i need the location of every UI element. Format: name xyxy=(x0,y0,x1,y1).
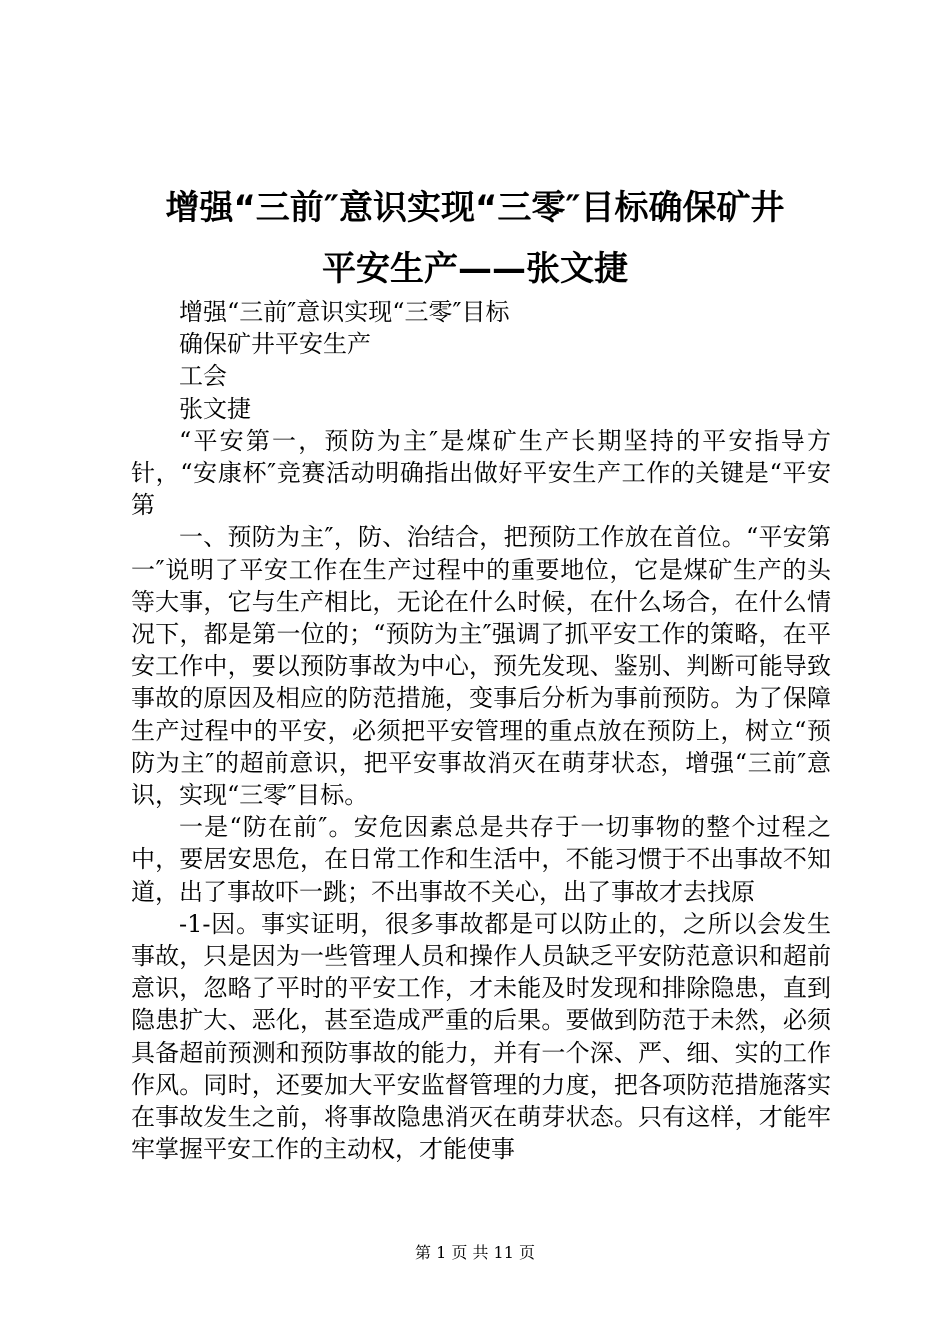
subtitle-paragraph: 确保矿井平安生产 xyxy=(179,330,371,359)
department-paragraph: 工会 xyxy=(179,362,227,391)
author-paragraph: 张文捷 xyxy=(179,394,251,423)
document-title-line-1: 增强“三前″意识实现“三零″目标确保矿井 xyxy=(165,188,785,228)
body-paragraph: “平安第一，预防为主″是煤矿生产长期坚持的平安指导方针，“安康杯″竞赛活动明确指出做好平安生产工作的关键是“平安第 xyxy=(131,426,831,520)
page-footer: 第 1 页 共 11 页 xyxy=(415,1243,535,1262)
body-paragraph: 一、预防为主″，防、治结合，把预防工作放在首位。“平安第一″说明了平安工作在生产过程中的重要地位，它是煤矿生产的头等大事，它与生产相比，无论在什么时候，在什么场合，在什么情况下，都是第一位的；“预防为主″强调了抓平安工作的策略，在平安工作中，要以预防事故为中心，预先发现、鉴别、判断可能导致事故的原因及相应的防范措施，变事后分析为事前预防。为了保障生产过程中的平安，必须把平安管理的重点放在预防上，树立“预防为主″的超前意识，把平安事故消灭在萌芽状态，增强“三前″意识，实现“三零″目标。 xyxy=(131,523,831,810)
document-title-line-2: 平安生产——张文捷 xyxy=(322,249,628,289)
subtitle-paragraph: 增强“三前″意识实现“三零″目标 xyxy=(179,298,510,326)
body-paragraph: 一是“防在前″。安危因素总是共存于一切事物的整个过程之中，要居安思危，在日常工作和生活中，不能习惯于不出事故不知道，出了事故吓一跳；不出事故不关心，出了事故才去找原 xyxy=(131,813,831,906)
document-body xyxy=(131,296,831,1165)
body-paragraph: -1-因。事实证明，很多事故都是可以防止的，之所以会发生事故，只是因为一些管理人员和操作人员缺乏平安防范意识和超前意识，忽略了平时的平安工作，才未能及时发现和排除隐患，直到隐患扩大、恶化，甚至造成严重的后果。要做到防范于未然，必须具备超前预测和预防事故的能力，并有一个深、严、细、实的工作作风。同时，还要加大平安监督管理的力度，把各项防范措施落实在事故发生之前，将事故隐患消灭在萌芽状态。只有这样，才能牢牢掌握平安工作的主动权，才能使事 xyxy=(131,909,831,1164)
